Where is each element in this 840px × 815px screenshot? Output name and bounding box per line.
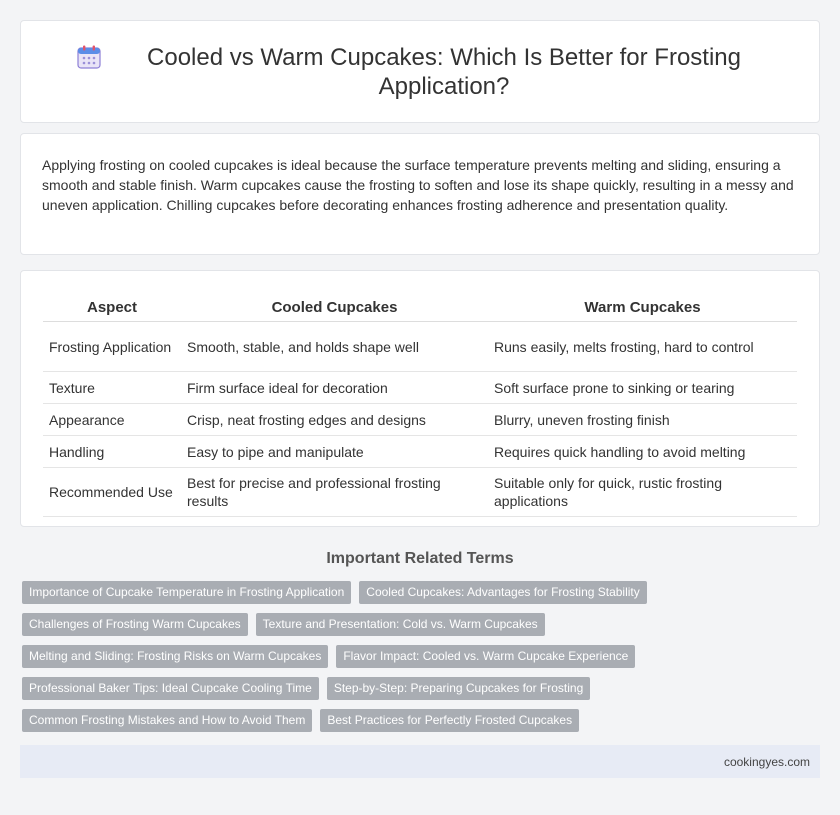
- header-aspect: Aspect: [43, 293, 181, 322]
- cell-warm: Requires quick handling to avoid melting: [488, 436, 797, 468]
- cell-warm: Blurry, uneven frosting finish: [488, 404, 797, 436]
- related-tag[interactable]: Common Frosting Mistakes and How to Avoid Them: [22, 709, 312, 732]
- related-tag[interactable]: Challenges of Frosting Warm Cupcakes: [22, 613, 248, 636]
- related-tag[interactable]: Importance of Cupcake Temperature in Frosting Application: [22, 581, 351, 604]
- table-row: [43, 468, 797, 517]
- cell-warm: Soft surface prone to sinking or tearing: [488, 372, 797, 404]
- table-row: [43, 404, 797, 436]
- related-tag[interactable]: Melting and Sliding: Frosting Risks on Warm Cupcakes: [22, 645, 328, 668]
- intro-card: [20, 133, 820, 255]
- related-tag[interactable]: Professional Baker Tips: Ideal Cupcake Cooling Time: [22, 677, 319, 700]
- related-terms-section: [0, 549, 840, 732]
- cell-warm: Runs easily, melts frosting, hard to control: [488, 322, 797, 372]
- related-tag[interactable]: Cooled Cupcakes: Advantages for Frosting Stability: [359, 581, 646, 604]
- cell-cooled: Easy to pipe and manipulate: [181, 436, 488, 468]
- comparison-card: [20, 270, 820, 527]
- header-warm: Warm Cupcakes: [488, 293, 797, 322]
- footer: [20, 745, 820, 778]
- cell-aspect: Handling: [43, 436, 181, 468]
- table-row: [43, 372, 797, 404]
- cell-aspect: Recommended Use: [43, 468, 181, 517]
- table-header-row: [43, 293, 797, 322]
- table-row: [43, 322, 797, 372]
- cell-cooled: Best for precise and professional frosting results: [181, 468, 488, 517]
- page-title: Cooled vs Warm Cupcakes: Which Is Better for Frosting Application?: [147, 43, 741, 100]
- cell-cooled: Firm surface ideal for decoration: [181, 372, 488, 404]
- cell-cooled: Smooth, stable, and holds shape well: [181, 322, 488, 372]
- cell-aspect: Appearance: [43, 404, 181, 436]
- footer-site-link[interactable]: cookingyes.com: [723, 754, 810, 769]
- related-tag[interactable]: Step-by-Step: Preparing Cupcakes for Frosting: [327, 677, 590, 700]
- table-row: [43, 436, 797, 468]
- title-wrap: [76, 43, 764, 101]
- cell-aspect: Frosting Application: [43, 322, 181, 372]
- cell-warm: Suitable only for quick, rustic frosting applications: [488, 468, 797, 517]
- related-terms-title: Important Related Terms: [326, 550, 514, 567]
- related-tags: [22, 581, 818, 732]
- intro-paragraph: Applying frosting on cooled cupcakes is ideal because the surface temperature prevents melting and sliding, ensuring a smooth and stable finish. Warm cupcakes cause the frosting to soften and lose its shape quickly, resulting in a messy and uneven application. Chilling cupcakes before decorating enhances frosting adherence and presentation quality.: [42, 157, 794, 213]
- related-tag[interactable]: Best Practices for Perfectly Frosted Cupcakes: [320, 709, 579, 732]
- comparison-table: [43, 293, 797, 517]
- calendar-icon: [76, 44, 102, 70]
- cell-aspect: Texture: [43, 372, 181, 404]
- related-tag[interactable]: Flavor Impact: Cooled vs. Warm Cupcake Experience: [336, 645, 635, 668]
- header-cooled: Cooled Cupcakes: [181, 293, 488, 322]
- related-tag[interactable]: Texture and Presentation: Cold vs. Warm Cupcakes: [256, 613, 545, 636]
- cell-cooled: Crisp, neat frosting edges and designs: [181, 404, 488, 436]
- title-card: [20, 20, 820, 123]
